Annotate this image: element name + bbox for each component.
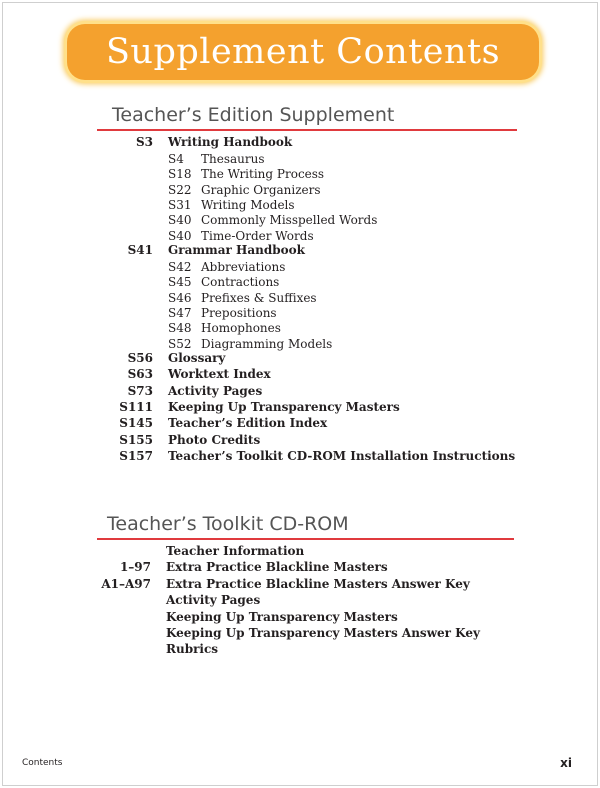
toc-entry: [0, 151, 600, 167]
page-title: Supplement Contents: [105, 32, 501, 72]
toc-entry-label: Prepositions: [201, 305, 277, 320]
toc-entry-label: Teacher’s Edition Index: [168, 416, 328, 431]
toc-entry: [0, 259, 600, 275]
toc-entry-label: Worktext Index: [168, 367, 271, 382]
toc-entry: [0, 290, 600, 306]
toc-entry: [0, 134, 600, 150]
toc-page-number: S47: [168, 305, 192, 320]
toc-page-number: S3: [135, 135, 153, 149]
toc-entry: [0, 609, 600, 625]
toc-entry: [0, 242, 600, 258]
toc-entry: [0, 366, 600, 382]
toc-page-number: S4: [168, 152, 184, 166]
toc-entry: [0, 182, 600, 198]
toc-page-number: S73: [127, 383, 153, 398]
toc-entry: [0, 274, 600, 290]
toc-entry-label: Teacher’s Toolkit CD-ROM Installation Instructions: [168, 448, 516, 463]
section-rule: [97, 129, 517, 131]
toc-page-number: 1–97: [119, 560, 151, 575]
toc-entry-label: Keeping Up Transparency Masters: [168, 399, 400, 414]
toc-entry: [0, 305, 600, 321]
toc-entry-label: Writing Handbook: [168, 135, 293, 149]
toc-entry: [0, 383, 600, 399]
footer-page-number: xi: [560, 756, 572, 770]
toc-entry-label: Extra Practice Blackline Masters: [166, 560, 388, 575]
toc-page-number: S42: [168, 260, 192, 274]
toc-entry: [0, 625, 600, 641]
toc-page-number: A1–A97: [101, 576, 151, 591]
toc-entry-label: Grammar Handbook: [168, 243, 305, 257]
toc-page-number: S155: [119, 432, 153, 447]
toc-entry: [0, 543, 600, 559]
toc-entry-label: Contractions: [201, 275, 280, 290]
toc-page-number: S18: [168, 167, 192, 182]
toc-entry-label: Extra Practice Blackline Masters Answer Key: [166, 576, 470, 591]
toc-entry: [0, 212, 600, 228]
toc-entry-label: Thesaurus: [201, 152, 265, 166]
toc-entry: [0, 576, 600, 592]
toc-entry-label: Activity Pages: [168, 383, 263, 398]
toc-entry-label: Prefixes & Suffixes: [201, 290, 317, 305]
section-rule: [97, 538, 514, 540]
toc-entry-label: Keeping Up Transparency Masters Answer Key: [166, 626, 480, 640]
toc-entry: [0, 350, 600, 366]
toc-page-number: S63: [127, 367, 153, 382]
toc-entry: [0, 559, 600, 575]
toc-entry-label: Teacher Information: [166, 544, 305, 558]
toc-entry-label: Diagramming Models: [201, 336, 333, 351]
toc-page-number: S56: [127, 351, 153, 365]
toc-page-number: S157: [119, 448, 153, 463]
toc-entry-label: Abbreviations: [201, 260, 286, 274]
toc-entry: [0, 641, 600, 657]
toc-entry-label: Glossary: [168, 351, 226, 365]
section-heading-teachers-edition: Teacher’s Edition Supplement: [112, 104, 395, 126]
toc-entry-label: Homophones: [201, 321, 281, 336]
toc-entry: [0, 399, 600, 415]
toc-entry: [0, 432, 600, 448]
toc-entry-label: The Writing Process: [201, 167, 325, 182]
toc-page-number: S40: [168, 228, 192, 243]
toc-page-number: S31: [168, 197, 192, 212]
toc-entry: [0, 592, 600, 608]
toc-entry: [0, 448, 600, 464]
section-heading-toolkit: Teacher’s Toolkit CD-ROM: [107, 513, 349, 535]
toc-entry: [0, 320, 600, 336]
toc-entry-label: Photo Credits: [168, 432, 261, 447]
toc-entry-label: Activity Pages: [166, 593, 261, 608]
toc-page-number: S48: [168, 321, 192, 336]
title-banner: [67, 24, 539, 80]
toc-page-number: S41: [127, 243, 153, 257]
footer-section-label: Contents: [22, 758, 63, 768]
toc-page-number: S145: [119, 416, 153, 431]
toc-entry: [0, 415, 600, 431]
toc-entry-label: Writing Models: [201, 197, 295, 212]
toc-entry-label: Graphic Organizers: [201, 182, 321, 197]
toc-entry-label: Rubrics: [166, 642, 219, 657]
toc-entry-label: Commonly Misspelled Words: [201, 213, 378, 228]
toc-page-number: S40: [168, 213, 192, 228]
toc-page-number: S45: [168, 275, 192, 290]
toc-entry-label: Keeping Up Transparency Masters: [166, 609, 398, 624]
toc-entry: [0, 197, 600, 213]
toc-page-number: S46: [168, 290, 192, 305]
toc-entry-label: Time-Order Words: [201, 228, 314, 243]
toc-page-number: S52: [168, 336, 192, 351]
toc-entry: [0, 166, 600, 182]
toc-page-number: S22: [168, 182, 192, 197]
toc-page-number: S111: [119, 399, 153, 414]
